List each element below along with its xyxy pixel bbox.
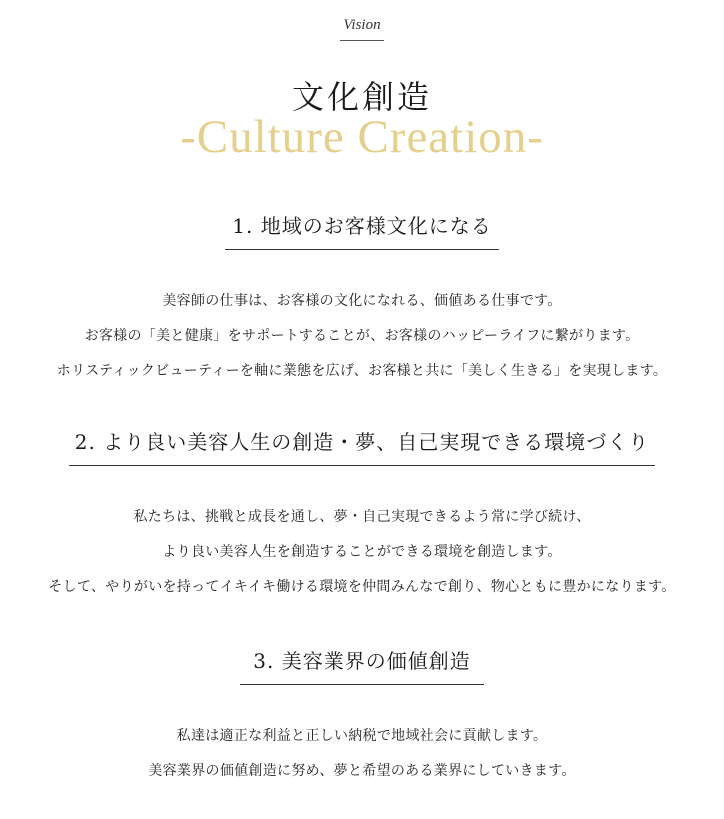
vision-label: Vision (340, 17, 383, 41)
section-industry-value (0, 645, 724, 789)
body-line: 私達は適正な利益と正しい納税で地域社会に貢献します。 (176, 728, 548, 744)
body-line: ホリスティックビューティーを軸に業態を広げ、お客様と共に「美しく生きる」を実現します。 (56, 363, 668, 379)
section-local-culture (0, 210, 724, 389)
body-line: より良い美容人生を創造することができる環境を創造します。 (162, 544, 562, 560)
vision-eyebrow (0, 14, 724, 41)
page-subtitle: -Culture Creation- (180, 111, 544, 163)
body-line: 美容業界の価値創造に努め、夢と希望のある業界にしていきます。 (148, 763, 576, 779)
section-heading: 1. 地域のお客様文化になる (225, 210, 499, 250)
body-line: 私たちは、挑戦と成長を通し、夢・自己実現できるよう常に学び続け、 (133, 509, 591, 525)
section-better-life (0, 426, 724, 605)
body-line: 美容師の仕事は、お客様の文化になれる、価値ある仕事です。 (162, 293, 562, 309)
section-body (0, 500, 724, 605)
body-line: お客様の「美と健康」をサポートすることが、お客様のハッピーライフに繋がります。 (84, 328, 640, 344)
section-body (0, 284, 724, 389)
page-title: 文化創造 (291, 78, 432, 116)
body-line: そして、やりがいを持ってイキイキ働ける環境を仲間みんなで創り、物心ともに豊かになります。 (48, 579, 676, 595)
section-body (0, 719, 724, 789)
section-heading: 3. 美容業界の価値創造 (240, 645, 484, 685)
section-heading: 2. より良い美容人生の創造・夢、自己実現できる環境づくり (69, 426, 655, 466)
